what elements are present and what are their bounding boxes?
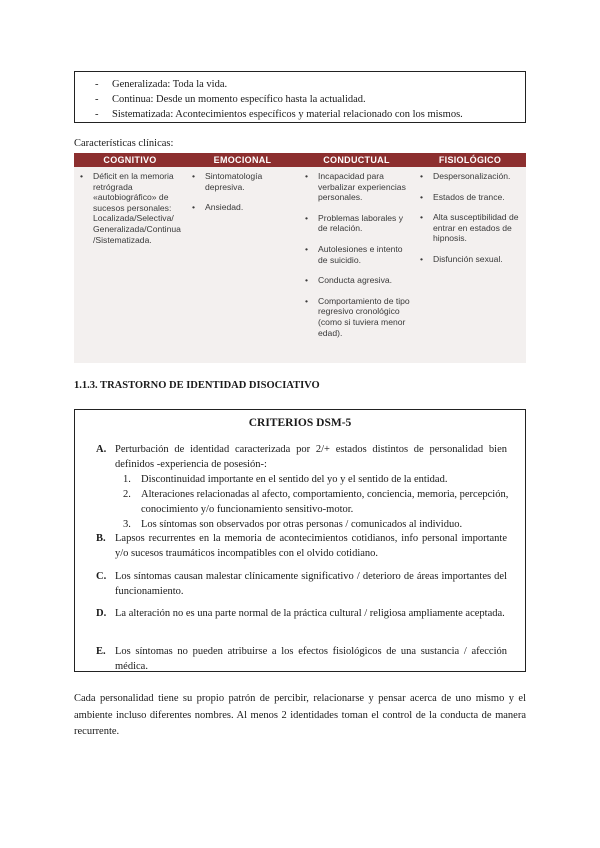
criterion-letter: A.: [96, 444, 107, 455]
header-emocional: EMOCIONAL: [213, 155, 272, 165]
subtype-list: [75, 72, 525, 122]
subtype-sistematizada: - Sistematizada: Acontecimientos específicos y material relacionado con los mismos.: [95, 107, 525, 122]
list-item: • Despersonalización.: [420, 171, 526, 182]
criterion-letter: E.: [96, 646, 106, 657]
list-item: 1. Discontinuidad importante en el sentido del yo y el sentido de la entidad.: [123, 474, 448, 485]
criterion-letter: B.: [96, 533, 106, 544]
header-conductual: CONDUCTUAL: [323, 155, 390, 165]
closing-paragraph: Cada personalidad tiene su propio patrón de percibir, relacionarse y pensar acerca de uno mismo y el ambiente incluso diferentes nombres. Al menos 2 identidades toman el control de la conducta de manera recurrente.: [74, 693, 526, 737]
list-item: • Disfunción sexual.: [420, 254, 526, 265]
subtype-continua: - Continua: Desde un momento específico hasta la actualidad.: [95, 92, 525, 107]
list-item: • Autolesiones e intento de suicidio.: [305, 244, 414, 265]
criterion-text: Lapsos recurrentes en la memoria de acontecimientos cotidianos, info personal importante y/o sucesos traumáticos incompatibles con el olvido cotidiano.: [115, 533, 507, 559]
dsm5-criteria-box: [74, 409, 526, 672]
criterion-d: [75, 606, 525, 621]
criterion-a-sublist: [75, 472, 525, 532]
criterion-b: [75, 531, 525, 561]
list-item: 3. Los síntomas son observados por otras personas / comunicados al individuo.: [123, 519, 463, 530]
clinical-features-label: Características clínicas:: [74, 138, 174, 149]
header-cognitivo: COGNITIVO: [103, 155, 157, 165]
list-item: • Alta susceptibilidad de entrar en estados de hipnosis.: [420, 212, 526, 244]
criterion-text: Perturbación de identidad caracterizada por 2/+ estados distintos de personalidad bien definidos -experiencia de posesión-:: [115, 444, 507, 470]
column-emocional: [186, 171, 299, 348]
subtype-generalizada: - Generalizada: Toda la vida.: [95, 77, 525, 92]
list-item: • Estados de trance.: [420, 192, 526, 203]
criterion-c: [75, 569, 525, 599]
clinical-table-header: [74, 153, 526, 167]
list-item: • Déficit en la memoria retrógrada «autobiográfico» de sucesos personales: Localizada/Selectiva/ Generalizada/Continua /Sistematizada.: [80, 171, 186, 245]
criterion-text: La alteración no es una parte normal de la práctica cultural / religiosa ampliamente aceptada.: [115, 608, 505, 619]
list-item: • Incapacidad para verbalizar experiencias personales.: [305, 171, 414, 203]
header-fisiologico: FISIOLÓGICO: [438, 155, 502, 165]
list-item: • Comportamiento de tipo regresivo cronológico (como si tuviera menor edad).: [305, 296, 414, 338]
list-item: • Conducta agresiva.: [305, 275, 414, 286]
column-fisiologico: [414, 171, 526, 348]
section-title: 1.1.3. TRASTORNO DE IDENTIDAD DISOCIATIVO: [74, 380, 320, 391]
criterion-letter: C.: [96, 571, 107, 582]
list-item: • Problemas laborales y de relación.: [305, 213, 414, 234]
column-conductual: [299, 171, 414, 348]
list-item: • Ansiedad.: [192, 202, 299, 213]
criterion-e: [75, 644, 525, 674]
criterion-text: Los síntomas no pueden atribuirse a los efectos fisiológicos de una sustancia / afección médica.: [115, 646, 507, 672]
clinical-features-table: [74, 153, 526, 363]
criterion-a: [75, 442, 525, 532]
column-cognitivo: [74, 171, 186, 348]
criterion-letter: D.: [96, 608, 107, 619]
list-item: • Sintomatología depresiva.: [192, 171, 299, 192]
criterion-text: Los síntomas causan malestar clínicamente significativo / deterioro de áreas importantes del funcionamiento.: [115, 571, 507, 597]
subtype-list-box: [74, 71, 526, 123]
criteria-title: CRITERIOS DSM-5: [248, 417, 352, 429]
list-item: 2. Alteraciones relacionadas al afecto, comportamiento, conciencia, memoria, percepción, conocimiento y/o funcionamiento sensitivo-motor.: [123, 489, 509, 515]
